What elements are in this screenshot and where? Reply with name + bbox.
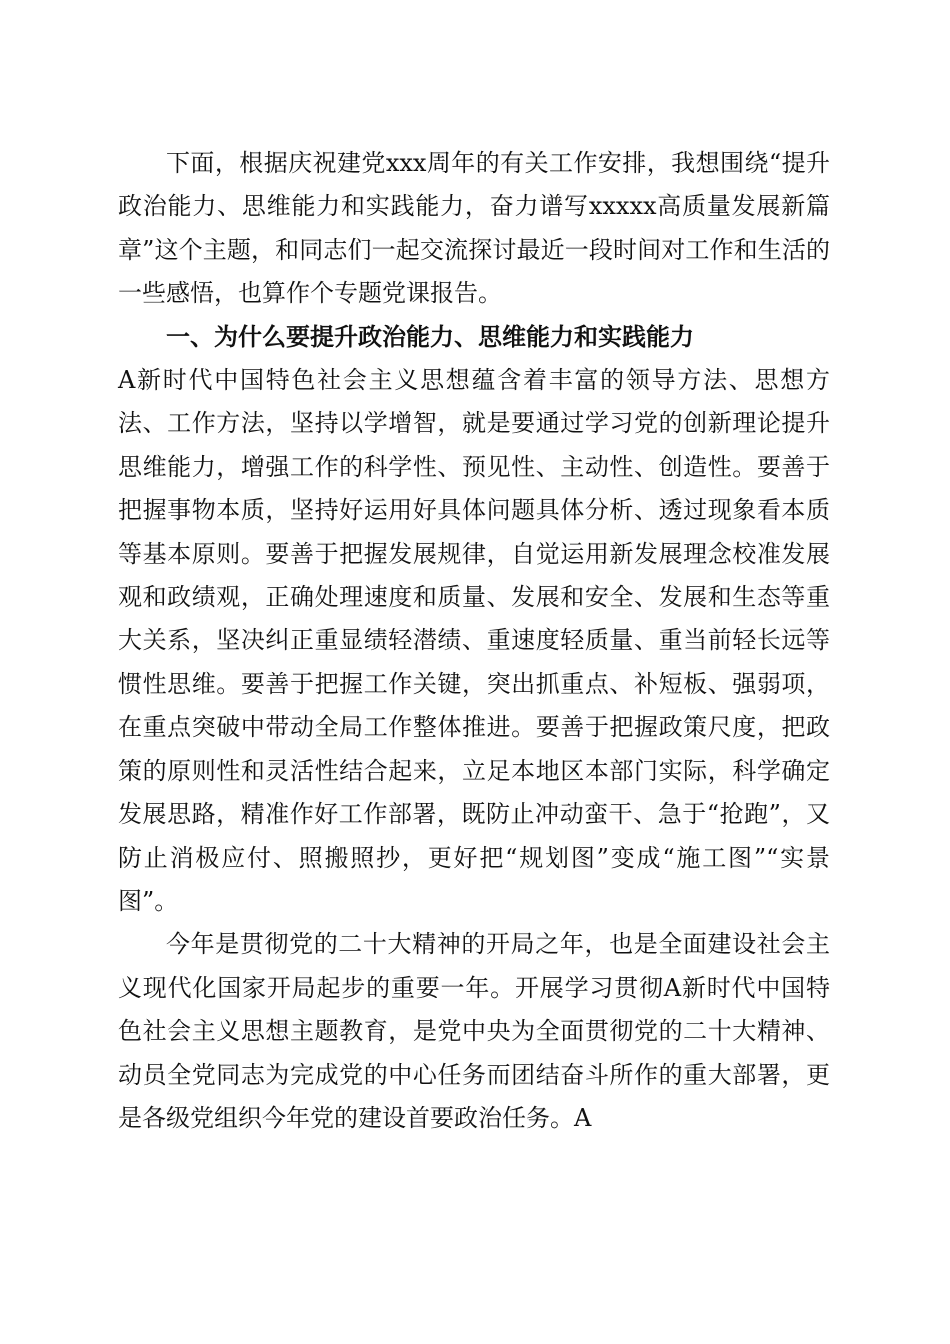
paragraph-theme-education: 今年是贯彻党的二十大精神的开局之年，也是全面建设社会主义现代化国家开局起步的重要一年。开展学习贯彻A新时代中国特色社会主义思想主题教育，是党中央为全面贯彻党的二十大精神、动员全党同志为完成党的中心任务而团结奋斗所作的重大部署，更是各级党组织今年党的建设首要政治任务。A <box>118 930 830 1132</box>
section-heading-1: 一、为什么要提升政治能力、思维能力和实践能力 <box>166 322 694 351</box>
document-body <box>118 142 830 1140</box>
paragraph-intro: 下面，根据庆祝建党xxx周年的有关工作安排，我想围绕“提升政治能力、思维能力和实践能力，奋力谱写xxxxx高质量发展新篇章”这个主题，和同志们一起交流探讨最近一段时间对工作和生活的一些感悟，也算作个专题党课报告。 <box>118 149 830 308</box>
paragraph-thinking-ability: A新时代中国特色社会主义思想蕴含着丰富的领导方法、思想方法、工作方法，坚持以学增智，就是要通过学习党的创新理论提升思维能力，增强工作的科学性、预见性、主动性、创造性。要善于把握事物本质，坚持好运用好具体问题具体分析、透过现象看本质等基本原则。要善于把握发展规律，自觉运用新发展理念校准发展观和政绩观，正确处理速度和质量、发展和安全、发展和生态等重大关系，坚决纠正重显绩轻潜绩、重速度轻质量、重当前轻长远等惯性思维。要善于把握工作关键，突出抓重点、补短板、强弱项，在重点突破中带动全局工作整体推进。要善于把握政策尺度，把政策的原则性和灵活性结合起来，立足本地区本部门实际，科学确定发展思路，精准作好工作部署，既防止冲动蛮干、急于“抢跑”，又防止消极应付、照搬照抄，更好把“规划图”变成“施工图”“实景图”。 <box>118 366 830 915</box>
